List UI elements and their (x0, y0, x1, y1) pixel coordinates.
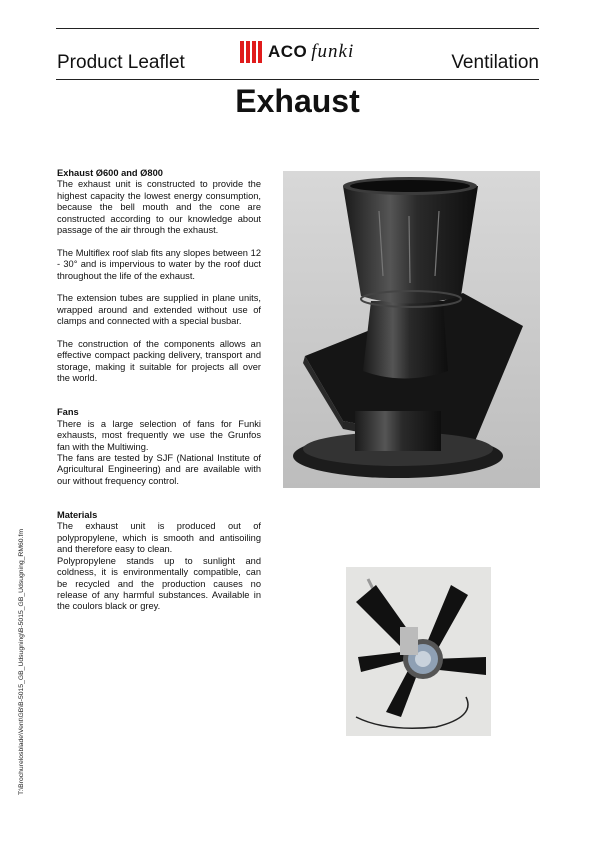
logo-name: funki (311, 41, 355, 62)
aco-funki-logo (240, 41, 354, 63)
intro-paragraph: The exhaust unit is constructed to provide the highest capacity the lowest energy consumption, because the bell mouth and the cone are constructed according to our knowledge about passage of the air through the exhaust. (57, 179, 261, 236)
fans-heading: Fans (57, 407, 79, 418)
fan-photo (346, 567, 491, 736)
exhaust-unit-photo (283, 171, 540, 488)
page-title: Exhaust (235, 83, 360, 119)
materials-heading: Materials (57, 510, 98, 521)
fans-paragraph: The fans are tested by SJF (National Institute of Agricultural Engineering) and are available with our without frequency control. (57, 453, 261, 486)
intro-paragraph: The extension tubes are supplied in plane units, wrapped around and extended without use of clamps and connected with a special busbar. (57, 293, 261, 327)
body-text (57, 168, 261, 624)
fans-paragraph: There is a large selection of fans for Funki exhausts, most frequently we use the Grunfos fan with the Multiwing. (57, 418, 261, 452)
intro-paragraph: The Multiflex roof slab fits any slopes between 12 - 30° and is impervious to water by the roof duct throughout the life of the exhaust. (57, 247, 261, 281)
materials-paragraph: The exhaust unit is produced out of polypropylene, which is smooth and antisoiling and therefore easy to clean. (57, 521, 261, 555)
intro-heading: Exhaust Ø600 and Ø800 (57, 168, 163, 178)
intro-paragraph: The construction of the components allows an effective compact packing delivery, transport and storage, making it suitable for projects all over the world. (57, 339, 261, 384)
logo-mark-icon (240, 41, 262, 63)
logo-brand: ACO (268, 42, 308, 61)
header-rule (56, 79, 539, 80)
file-path-label: T:\Brochurelosblade\Vent\GB\B-5015_GB_Udsugning\B-5015_GB_Udsugning_RM60.fm (18, 529, 25, 795)
header-right-label: Ventilation (451, 52, 539, 73)
materials-paragraph: Polypropylene stands up to sunlight and coldness, it is environmentally compatible, can be recycled and the production causes no release of any harmful substances. Available in the coulors black or grey. (57, 555, 261, 612)
top-rule (56, 28, 539, 29)
header-left-label: Product Leaflet (57, 52, 185, 73)
